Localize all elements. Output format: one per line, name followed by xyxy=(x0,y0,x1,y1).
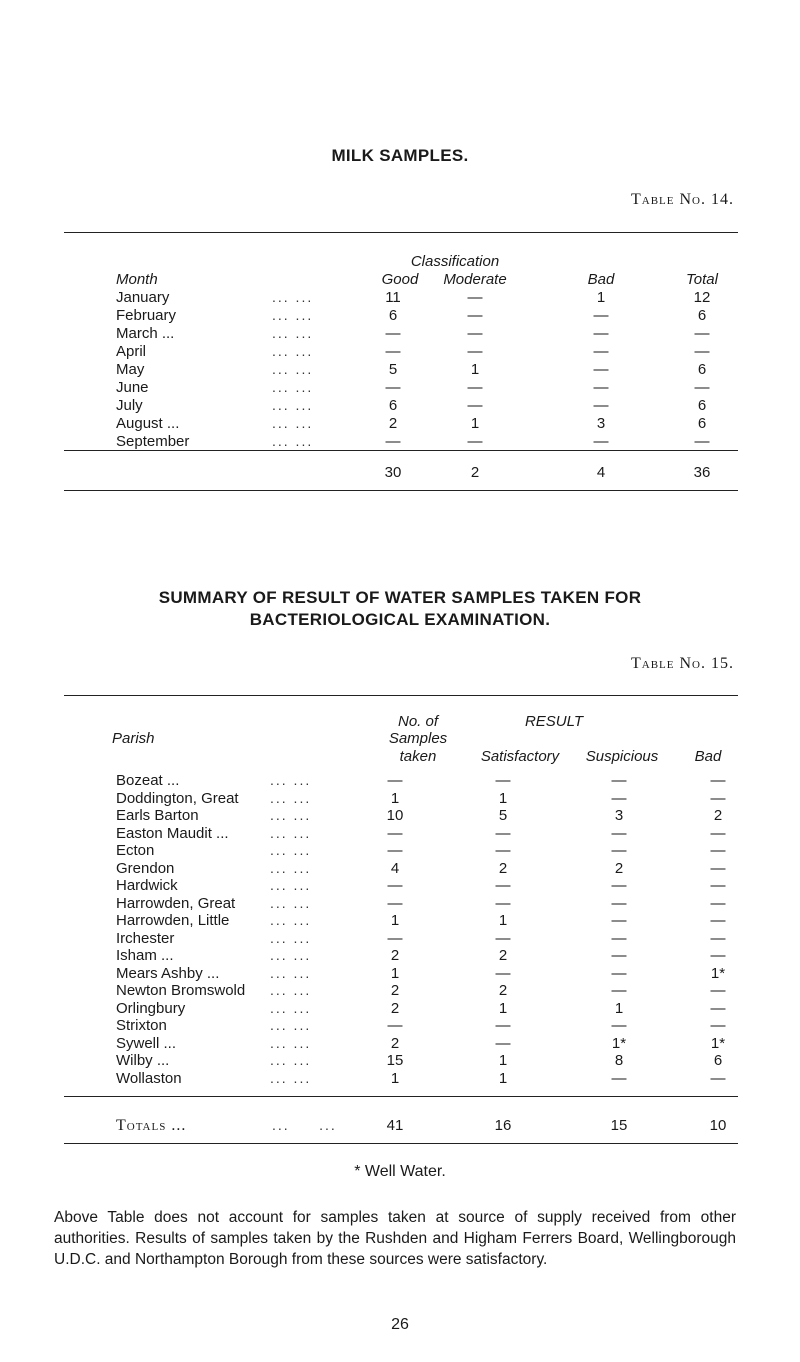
milk-row-total: 6 xyxy=(697,307,707,324)
leader-dots: ... ... xyxy=(272,325,314,341)
water-table-row xyxy=(0,930,800,947)
leader-dots: ... ... xyxy=(272,343,314,359)
water-header-samples-2: Samples xyxy=(388,730,448,747)
water-row-satisfactory: 2 xyxy=(498,982,508,999)
water-row-parish: Doddington, Great xyxy=(116,790,239,807)
milk-row-month: May xyxy=(116,361,145,378)
water-table-row xyxy=(0,825,800,842)
water-table-row xyxy=(0,877,800,894)
page-number: 26 xyxy=(391,1316,409,1333)
water-row-suspicious: — xyxy=(611,895,627,912)
water-row-taken: 2 xyxy=(390,982,400,999)
water-table-row xyxy=(0,912,800,929)
water-row-bad: 1* xyxy=(710,965,726,982)
water-row-parish: Wollaston xyxy=(116,1070,182,1087)
water-table-row xyxy=(0,1052,800,1069)
milk-row-month: March ... xyxy=(116,325,175,342)
milk-row-moderate: — xyxy=(467,433,483,450)
water-row-satisfactory: 1 xyxy=(498,790,508,807)
milk-table-row xyxy=(0,415,800,432)
water-row-suspicious: — xyxy=(611,825,627,842)
water-row-parish: Sywell ... xyxy=(116,1035,177,1052)
leader-dots: ... ... xyxy=(270,965,312,981)
leader-dots: ... ... xyxy=(270,930,312,946)
milk-header-moderate: Moderate xyxy=(443,271,507,288)
water-header-samples-1: No. of xyxy=(397,713,439,730)
leader-dots: ... ... xyxy=(270,982,312,998)
milk-row-total: — xyxy=(694,433,710,450)
milk-total-moderate: 2 xyxy=(470,464,480,481)
water-table-row xyxy=(0,965,800,982)
milk-row-month: February xyxy=(116,307,177,324)
water-row-taken: — xyxy=(387,825,403,842)
water-row-taken: 15 xyxy=(386,1052,404,1069)
milk-row-month: September xyxy=(116,433,190,450)
milk-row-good: — xyxy=(385,343,401,360)
milk-row-moderate: — xyxy=(467,343,483,360)
water-row-taken: 1 xyxy=(390,965,400,982)
milk-table-row xyxy=(0,325,800,342)
milk-row-good: 6 xyxy=(388,307,398,324)
leader-dots: ... ... xyxy=(272,307,314,323)
water-row-satisfactory: — xyxy=(495,825,511,842)
water-row-parish: Orlingbury xyxy=(116,1000,186,1017)
water-header-samples-3: taken xyxy=(399,748,437,765)
water-row-satisfactory: 1 xyxy=(498,1052,508,1069)
milk-header-classification: Classification xyxy=(410,253,500,270)
water-row-parish: Harrowden, Great xyxy=(116,895,236,912)
milk-row-bad: — xyxy=(593,433,609,450)
leader-dots: ... ... xyxy=(272,289,314,305)
water-table-row xyxy=(0,895,800,912)
water-row-bad: — xyxy=(710,1017,726,1034)
water-row-parish: Grendon xyxy=(116,860,175,877)
water-row-parish: Hardwick xyxy=(116,877,178,894)
water-row-suspicious: 3 xyxy=(614,807,624,824)
water-row-bad: — xyxy=(710,772,726,789)
milk-header-good: Good xyxy=(381,271,419,288)
milk-row-bad: — xyxy=(593,379,609,396)
milk-row-good: 11 xyxy=(385,289,401,306)
milk-header-month: Month xyxy=(116,271,158,288)
water-row-satisfactory: 2 xyxy=(498,947,508,964)
water-table-row xyxy=(0,860,800,877)
water-total-satisfactory: 16 xyxy=(494,1117,512,1134)
milk-bottom-rule xyxy=(64,490,738,491)
water-row-suspicious: — xyxy=(611,842,627,859)
water-row-bad: 2 xyxy=(713,807,723,824)
milk-row-month: January xyxy=(116,289,170,306)
milk-row-moderate: — xyxy=(467,289,483,306)
water-row-parish: Easton Maudit ... xyxy=(116,825,229,842)
water-total-bad: 10 xyxy=(709,1117,727,1134)
water-row-satisfactory: 2 xyxy=(498,860,508,877)
milk-total-total: 36 xyxy=(693,464,711,481)
milk-table-row xyxy=(0,433,800,450)
water-row-satisfactory: — xyxy=(495,930,511,947)
water-row-bad: — xyxy=(710,895,726,912)
milk-row-bad: — xyxy=(593,325,609,342)
water-row-bad: — xyxy=(710,842,726,859)
leader-dots: ... ... xyxy=(270,1052,312,1068)
milk-samples-title: MILK SAMPLES. xyxy=(331,146,469,165)
milk-row-month: July xyxy=(116,397,143,414)
milk-row-good: 2 xyxy=(388,415,398,432)
water-row-satisfactory: 1 xyxy=(498,912,508,929)
milk-table-row xyxy=(0,397,800,414)
milk-total-bad: 4 xyxy=(596,464,606,481)
leader-dots: ... ... xyxy=(270,790,312,806)
leader-dots: ... ... xyxy=(270,772,312,788)
milk-row-total: — xyxy=(694,343,710,360)
milk-row-month: August ... xyxy=(116,415,180,432)
milk-row-total: 6 xyxy=(697,397,707,414)
water-row-satisfactory: 1 xyxy=(498,1000,508,1017)
water-row-taken: 10 xyxy=(386,807,404,824)
water-row-satisfactory: — xyxy=(495,772,511,789)
water-row-satisfactory: 1 xyxy=(498,1070,508,1087)
water-row-bad: — xyxy=(710,790,726,807)
water-header-satisfactory: Satisfactory xyxy=(480,748,560,765)
water-row-taken: 2 xyxy=(390,947,400,964)
leader-dots: ... ... xyxy=(270,807,312,823)
water-table-row xyxy=(0,842,800,859)
leader-dots: ... ... xyxy=(272,361,314,377)
water-header-parish: Parish xyxy=(112,730,155,747)
milk-row-total: 6 xyxy=(697,415,707,432)
water-row-parish: Strixton xyxy=(116,1017,167,1034)
water-header-result: RESULT xyxy=(524,713,584,730)
water-row-suspicious: — xyxy=(611,947,627,964)
water-row-suspicious: 1* xyxy=(611,1035,627,1052)
water-row-bad: — xyxy=(710,877,726,894)
milk-table-row xyxy=(0,343,800,360)
milk-table-row xyxy=(0,379,800,396)
water-row-suspicious: — xyxy=(611,1070,627,1087)
milk-row-bad: — xyxy=(593,343,609,360)
milk-table-row xyxy=(0,289,800,306)
water-table-number: Table No. 15. xyxy=(631,655,734,672)
water-row-satisfactory: — xyxy=(495,1035,511,1052)
milk-row-total: — xyxy=(694,325,710,342)
leader-dots: ... ... xyxy=(270,912,312,928)
water-row-bad: — xyxy=(710,1070,726,1087)
water-row-suspicious: — xyxy=(611,930,627,947)
water-row-bad: — xyxy=(710,912,726,929)
water-row-taken: 2 xyxy=(390,1000,400,1017)
milk-header-bad: Bad xyxy=(587,271,615,288)
leader-dots: ... ... xyxy=(270,842,312,858)
water-row-suspicious: — xyxy=(611,877,627,894)
water-table-row xyxy=(0,1000,800,1017)
water-row-suspicious: — xyxy=(611,790,627,807)
milk-row-moderate: 1 xyxy=(470,361,480,378)
leader-dots: ... ... xyxy=(270,895,312,911)
milk-row-good: — xyxy=(385,433,401,450)
water-row-taken: 1 xyxy=(390,1070,400,1087)
milk-row-month: April xyxy=(116,343,147,360)
water-title-line1: SUMMARY OF RESULT OF WATER SAMPLES TAKEN FOR xyxy=(158,588,642,607)
milk-row-total: 6 xyxy=(697,361,707,378)
water-row-bad: — xyxy=(710,1000,726,1017)
water-row-taken: — xyxy=(387,1017,403,1034)
leader-dots: ... ... xyxy=(270,877,312,893)
water-row-bad: — xyxy=(710,982,726,999)
water-row-taken: — xyxy=(387,772,403,789)
water-row-taken: 2 xyxy=(390,1035,400,1052)
water-row-satisfactory: 5 xyxy=(498,807,508,824)
milk-table-row xyxy=(0,307,800,324)
milk-row-moderate: — xyxy=(467,379,483,396)
water-table-row xyxy=(0,982,800,999)
water-row-taken: — xyxy=(387,877,403,894)
water-header-suspicious: Suspicious xyxy=(585,748,659,765)
water-totals-dots: ... ... xyxy=(272,1117,337,1133)
leader-dots: ... ... xyxy=(272,433,314,449)
water-bottom-rule xyxy=(64,1143,738,1144)
water-row-parish: Irchester xyxy=(116,930,175,947)
water-table-row xyxy=(0,947,800,964)
water-row-bad: — xyxy=(710,930,726,947)
water-row-suspicious: 8 xyxy=(614,1052,624,1069)
leader-dots: ... ... xyxy=(272,397,314,413)
water-total-suspicious: 15 xyxy=(610,1117,628,1134)
water-table-row xyxy=(0,1070,800,1087)
milk-row-moderate: — xyxy=(467,397,483,414)
water-row-bad: — xyxy=(710,947,726,964)
water-table-row xyxy=(0,790,800,807)
leader-dots: ... ... xyxy=(270,1000,312,1016)
water-row-suspicious: — xyxy=(611,965,627,982)
water-row-taken: 1 xyxy=(390,912,400,929)
milk-table-row xyxy=(0,361,800,378)
water-row-taken: — xyxy=(387,930,403,947)
water-row-parish: Bozeat ... xyxy=(116,772,180,789)
leader-dots: ... ... xyxy=(270,860,312,876)
leader-dots: ... ... xyxy=(270,1017,312,1033)
water-top-rule xyxy=(64,695,738,696)
water-row-parish: Newton Bromswold xyxy=(116,982,246,999)
milk-top-rule xyxy=(64,232,738,233)
water-row-taken: 4 xyxy=(390,860,400,877)
water-row-taken: — xyxy=(387,842,403,859)
water-table-row xyxy=(0,1035,800,1052)
leader-dots: ... ... xyxy=(270,1035,312,1051)
water-row-parish: Mears Ashby ... xyxy=(116,965,220,982)
milk-row-bad: — xyxy=(593,307,609,324)
water-row-satisfactory: — xyxy=(495,965,511,982)
water-row-satisfactory: — xyxy=(495,842,511,859)
water-total-taken: 41 xyxy=(386,1117,404,1134)
milk-total-good: 30 xyxy=(384,464,402,481)
water-totals-label: Totals ... xyxy=(116,1117,187,1134)
water-row-parish: Ecton xyxy=(116,842,155,859)
water-row-parish: Harrowden, Little xyxy=(116,912,230,929)
milk-row-good: 5 xyxy=(388,361,398,378)
water-row-satisfactory: — xyxy=(495,1017,511,1034)
water-row-bad: — xyxy=(710,860,726,877)
water-row-suspicious: 1 xyxy=(614,1000,624,1017)
water-table-row xyxy=(0,1017,800,1034)
milk-row-good: 6 xyxy=(388,397,398,414)
milk-row-month: June xyxy=(116,379,149,396)
water-row-suspicious: — xyxy=(611,772,627,789)
milk-row-bad: 3 xyxy=(596,415,606,432)
leader-dots: ... ... xyxy=(270,825,312,841)
milk-row-moderate: — xyxy=(467,307,483,324)
milk-table-number: Table No. 14. xyxy=(631,191,734,208)
milk-row-total: 12 xyxy=(693,289,711,306)
milk-row-good: — xyxy=(385,379,401,396)
leader-dots: ... ... xyxy=(272,379,314,395)
water-row-satisfactory: — xyxy=(495,895,511,912)
water-row-parish: Wilby ... xyxy=(116,1052,170,1069)
leader-dots: ... ... xyxy=(270,947,312,963)
milk-header-total: Total xyxy=(686,271,718,288)
water-totals-rule xyxy=(64,1096,738,1097)
water-row-satisfactory: — xyxy=(495,877,511,894)
water-row-taken: — xyxy=(387,895,403,912)
water-footnote: * Well Water. xyxy=(354,1163,446,1180)
leader-dots: ... ... xyxy=(272,415,314,431)
water-row-suspicious: — xyxy=(611,1017,627,1034)
leader-dots: ... ... xyxy=(270,1070,312,1086)
milk-row-bad: — xyxy=(593,397,609,414)
water-row-suspicious: — xyxy=(611,982,627,999)
water-table-row xyxy=(0,772,800,789)
milk-row-total: — xyxy=(694,379,710,396)
water-title-line2: BACTERIOLOGICAL EXAMINATION. xyxy=(249,610,551,629)
water-note-paragraph: Above Table does not account for samples taken at source of supply received from other authorities. Results of samples taken by the Rushden and Higham Ferrers Board, Wellingborough U.D.C. and Northampton Borough from these sources were satisfactory. xyxy=(54,1209,736,1268)
water-table-row xyxy=(0,807,800,824)
water-header-bad: Bad xyxy=(694,748,722,765)
water-row-suspicious: — xyxy=(611,912,627,929)
milk-row-bad: 1 xyxy=(596,289,606,306)
water-row-parish: Earls Barton xyxy=(116,807,199,824)
water-row-bad: 1* xyxy=(710,1035,726,1052)
milk-row-good: — xyxy=(385,325,401,342)
milk-row-bad: — xyxy=(593,361,609,378)
water-row-taken: 1 xyxy=(390,790,400,807)
milk-row-moderate: — xyxy=(467,325,483,342)
milk-row-moderate: 1 xyxy=(470,415,480,432)
water-row-bad: 6 xyxy=(713,1052,723,1069)
water-row-bad: — xyxy=(710,825,726,842)
milk-totals-rule xyxy=(64,450,738,451)
water-row-parish: Isham ... xyxy=(116,947,174,964)
water-row-suspicious: 2 xyxy=(614,860,624,877)
